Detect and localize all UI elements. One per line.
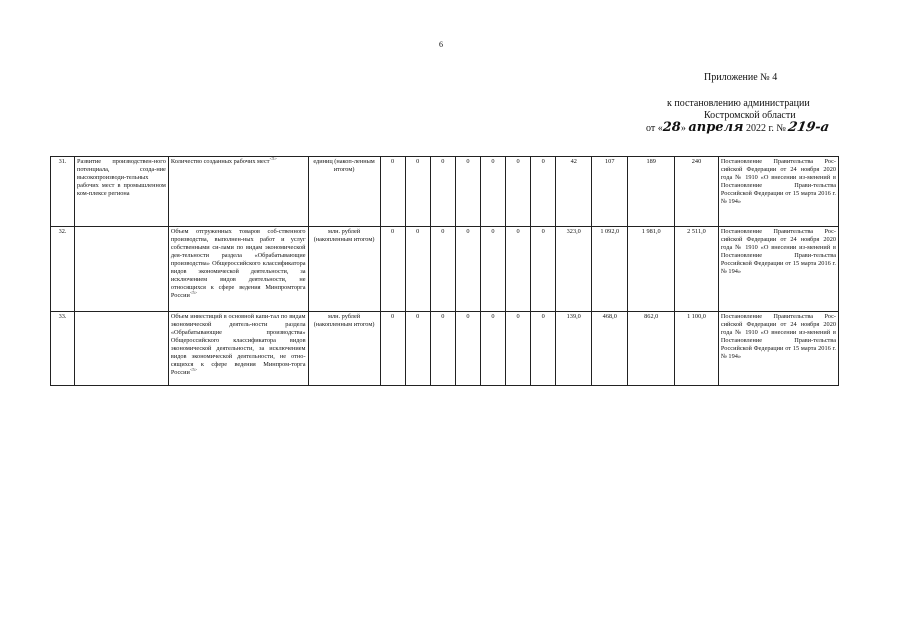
handwritten-month: апреля	[688, 120, 744, 135]
value-cell: 0	[480, 312, 505, 386]
unit-cell: млн. рублей (накопленным итогом)	[308, 312, 380, 386]
value-cell: 0	[506, 157, 531, 227]
goal-cell	[75, 312, 169, 386]
value-cell: 0	[480, 227, 505, 312]
unit-cell: единиц (накоп-ленным итогом)	[308, 157, 380, 227]
resolution-line-1: к постановлению администрации	[667, 98, 810, 109]
indicators-table	[50, 156, 839, 386]
value-cell: 42	[556, 157, 592, 227]
date-mid: »	[680, 123, 689, 134]
footnote-mark: <5>	[189, 366, 198, 372]
value-cell: 468,0	[592, 312, 628, 386]
indicator-text: Объем отгруженных товаров соб-ственного производства, выполнен-ных работ и услуг собственными си-лами по видам экономической дея-тельности раздела «Обрабатывающие производства» Общероссийского классификатора видов экономической деятельности, за исключением видов деятельности, не относящихся к сфере ведения Минпромторга России	[170, 228, 306, 299]
value-cell: 0	[531, 312, 556, 386]
value-cell: 139,0	[556, 312, 592, 386]
indicator-text: Объем инвестиций в основной капи-тал по видам экономической деятель-ности раздела «Обрабатывающие производства» Общероссийского классификатора видов экономической деятельности, за исключением видов экономической деятельности, не отно-сящихся к сфере ведения Минпром-торга России	[170, 313, 306, 376]
row-number-cell: 33.	[51, 312, 75, 386]
value-cell: 0	[455, 157, 480, 227]
row-number-cell: 32.	[51, 227, 75, 312]
value-cell: 1 092,0	[592, 227, 628, 312]
source-cell: Постановление Правительства Рос-сийской Федерации от 24 ноября 2020 года № 1910 «О внесении из-менений в Постановление Прави-тельства Российской Федерации от 15 марта 2016 г. № 194»	[718, 157, 838, 227]
indicator-cell	[168, 312, 308, 386]
resolution-date-line	[646, 122, 829, 135]
value-cell: 0	[430, 157, 455, 227]
value-cell: 2 511,0	[675, 227, 719, 312]
value-cell: 0	[506, 312, 531, 386]
row-number-cell: 31.	[51, 157, 75, 227]
resolution-line-2: Костромской области	[704, 110, 796, 121]
value-cell: 0	[531, 157, 556, 227]
value-cell: 323,0	[556, 227, 592, 312]
source-cell: Постановление Правительства Рос-сийской Федерации от 24 ноября 2020 года № 1910 «О внесении из-менений в Постановление Прави-тельства Российской Федерации от 15 марта 2016 г. № 194»	[718, 312, 838, 386]
value-cell: 0	[531, 227, 556, 312]
value-cell: 0	[405, 227, 430, 312]
indicator-cell	[168, 227, 308, 312]
value-cell: 0	[430, 227, 455, 312]
value-cell: 0	[405, 157, 430, 227]
value-cell: 1 981,0	[628, 227, 675, 312]
table-row	[51, 312, 839, 386]
value-cell: 0	[455, 227, 480, 312]
value-cell: 0	[506, 227, 531, 312]
footnote-mark: <5>	[269, 156, 277, 161]
value-cell: 107	[592, 157, 628, 227]
value-cell: 0	[455, 312, 480, 386]
value-cell: 0	[405, 312, 430, 386]
value-cell: 0	[380, 227, 405, 312]
handwritten-doc-number: 219-а	[787, 120, 831, 135]
value-cell: 240	[675, 157, 719, 227]
table-row	[51, 227, 839, 312]
value-cell: 0	[380, 312, 405, 386]
source-cell: Постановление Правительства Рос-сийской Федерации от 24 ноября 2020 года № 1910 «О внесении из-менений в Постановление Прави-тельства Российской Федерации от 15 марта 2016 г. № 194»	[718, 227, 838, 312]
indicator-text: Количество созданных рабочих мест	[170, 158, 270, 165]
handwritten-day: 28	[662, 120, 681, 135]
date-prefix: от «	[646, 123, 663, 134]
value-cell: 0	[480, 157, 505, 227]
value-cell: 0	[430, 312, 455, 386]
page-number: 6	[439, 40, 443, 49]
goal-cell	[75, 227, 169, 312]
table-row	[51, 157, 839, 227]
goal-cell: Развитие производствен-ного потенциала, созда-ние высокопроизводи-тельных рабочих мест в промышленном ком-плексе региона	[75, 157, 169, 227]
value-cell: 862,0	[628, 312, 675, 386]
indicator-cell	[168, 157, 308, 227]
unit-cell: млн. рублей (накопленным итогом)	[308, 227, 380, 312]
value-cell: 1 100,0	[675, 312, 719, 386]
value-cell: 189	[628, 157, 675, 227]
appendix-title: Приложение № 4	[704, 72, 778, 83]
value-cell: 0	[380, 157, 405, 227]
footnote-mark: <5>	[189, 289, 198, 295]
date-year: 2022 г. №	[743, 123, 789, 134]
